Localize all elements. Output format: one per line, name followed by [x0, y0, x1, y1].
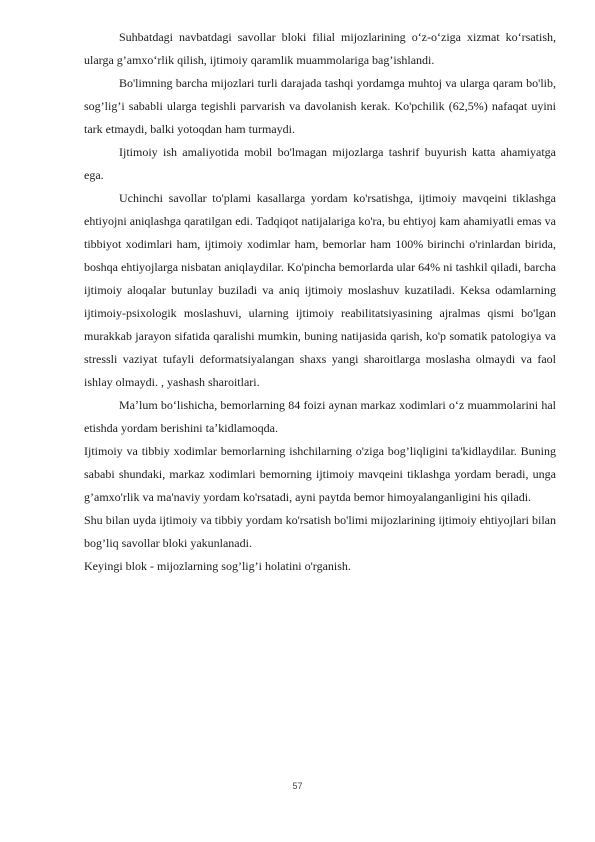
paragraph-next-block: Keyingi blok - mijozlarning sog’lig’i holatini o'rganish. — [84, 559, 351, 573]
paragraph-dependence: Bo'limning barcha mijozlari turli darajada tashqi yordamga muhtoj va ularga qaram bo'lib, sog’lig’i sababli ularga tegishli parvarish va davolanish kerak. Ko'pchilik (62,5%) nafaqat uyini tark etmaydi, balki yotoqdan ham turmaydi. — [84, 76, 556, 136]
paragraph-home-visits: Ijtimoiy ish amaliyotida mobil bo'lmagan mijozlarga tashrif buyurish katta ahamiyatga ega. — [84, 145, 556, 182]
paragraph-staff-help: Maʼlum boʻlishicha, bemorlarning 84 foizi aynan markaz xodimlari oʻz muammolarini hal etishda yordam berishini taʼkidlamoqda. — [84, 398, 556, 435]
page-number: 57 — [292, 781, 303, 791]
paragraph-worker-dependence: Ijtimoiy va tibbiy xodimlar bemorlarning ishchilarning o'ziga bog’liqligini ta'kidlaydilar. Buning sababi shundaki, markaz xodimlari bemorning ijtimoiy mavqeini tiklashga yordam beradi, unga g’amxo'rlik va ma'naviy yordam ko'rsatadi, ayni paytda bemor himoyalanganligini his qiladi. — [84, 444, 556, 504]
body-text — [84, 26, 556, 578]
paragraph-block-conclusion: Shu bilan uyda ijtimoiy va tibbiy yordam ko'rsatish bo'limi mijozlarining ijtimoiy ehtiyojlari bilan bog’liq savollar bloki yakunlanadi. — [84, 513, 556, 550]
paragraph-social-status: Uchinchi savollar to'plami kasallarga yordam ko'rsatishga, ijtimoiy mavqeini tiklashga ehtiyojni aniqlashga qaratilgan edi. Tadqiqot natijalariga ko'ra, bu ehtiyoj kam ahamiyatli emas va tibbiyot xodimlari ham, ijtimoiy xodimlar ham, bemorlar ham 100% birinchi o'rinlardan birida, boshqa ehtiyojlarga nisbatan aniqlaydilar. Ko'pincha bemorlarda ular 64% ni tashkil qiladi, barcha ijtimoiy aloqalar butunlay buziladi va aniq ijtimoiy moslashuv kuzatiladi. Keksa odamlarning ijtimoiy-psixologik moslashuvi, ularning ijtimoiy reabilitatsiyasining ajralmas qismi bo'lgan murakkab jarayon sifatida qaralishi mumkin, buning natijasida qarish, ko'p somatik patologiya va stressli vaziyat tufayli deformatsiyalangan shaxs yangi sharoitlarga moslasha olmaydi va faol ishlay olmaydi. , yashash sharoitlari. — [84, 191, 556, 389]
paragraph-self-care: Suhbatdagi navbatdagi savollar bloki filial mijozlarining o‘z-o‘ziga xizmat ko‘rsatish, ularga g’amxo‘rlik qilish, ijtimoiy qaramlik muammolariga bag’ishlandi. — [84, 30, 556, 67]
